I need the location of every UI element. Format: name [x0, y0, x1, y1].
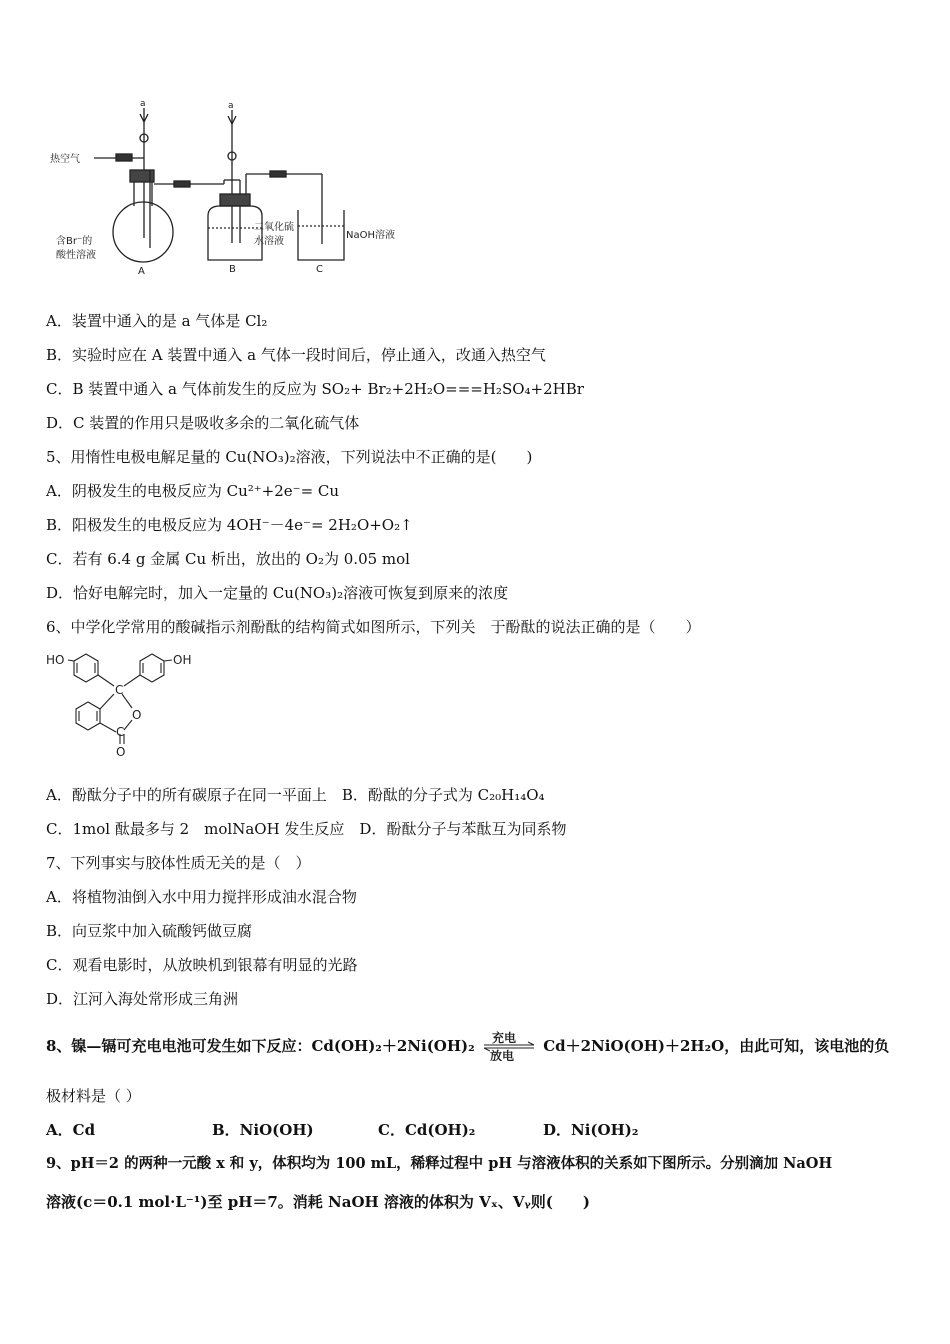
q5-option-b: B．阳极发生的电极反应为 4OH⁻－4e⁻= 2H₂O+O₂↑ [46, 516, 413, 534]
label-bottle-b: B [229, 264, 236, 275]
q7-stem: 7、下列事实与胶体性质无关的是（ ） [46, 854, 311, 872]
q5-stem: 5、用惰性电极电解足量的 Cu(NO₃)₂溶液，下列说法中不正确的是( ) [46, 448, 533, 466]
q5-option-c: C．若有 6.4 g 金属 Cu 析出，放出的 O₂为 0.05 mol [46, 550, 410, 568]
o-carbonyl: O [116, 745, 126, 759]
label-b-solution-1: 二氧化硫 [254, 222, 294, 233]
q8-stem-before: 8、镍—镉可充电电池可发生如下反应：Cd(OH)₂＋2Ni(OH)₂ [46, 1037, 475, 1055]
label-a-right: a [228, 101, 234, 111]
label-a-solution-2: 酸性溶液 [56, 250, 96, 261]
q5-option-a: A．阴极发生的电极反应为 Cu²⁺+2e⁻= Cu [46, 482, 340, 500]
q8-stem-after: Cd＋2NiO(OH)＋2H₂O，由此可知，该电池的负 [543, 1037, 890, 1055]
oh-right: OH [173, 653, 192, 667]
q6-options-ab: A．酚酞分子中的所有碳原子在同一平面上 B．酚酞的分子式为 C₂₀H₁₄O₄ [46, 786, 545, 804]
q4-option-b: B．实验时应在 A 装置中通入 a 气体一段时间后，停止通入，改通入热空气 [46, 346, 546, 364]
q7-option-a: A．将植物油倒入水中用力搅拌形成油水混合物 [46, 888, 357, 906]
apparatus-diagram [48, 98, 408, 280]
label-a-left: a [140, 99, 146, 109]
label-flask-a: A [138, 266, 145, 277]
q8-option-b: B．NiO(OH) [212, 1121, 314, 1139]
ho-left: HO [46, 653, 65, 667]
q8-stem-line2: 极材料是（ ） [46, 1087, 141, 1105]
arrow-label-charge: 充电 [491, 1031, 516, 1045]
label-b-solution-2: 水溶液 [254, 236, 284, 247]
c-carbonyl: C [116, 725, 125, 739]
c-center: C [115, 683, 124, 697]
q9-line1: 9、pH＝2 的两种一元酸 x 和 y，体积均为 100 mL，稀释过程中 pH 与溶液体积的关系如下图所示。分别滴加 NaOH [46, 1155, 833, 1172]
arrow-label-discharge: 放电 [489, 1049, 514, 1061]
q8-stem-line1 [46, 1031, 890, 1061]
phenolphthalein-structure [46, 646, 206, 762]
label-a-solution-1: 含Br⁻的 [56, 236, 93, 247]
q7-option-b: B．向豆浆中加入硫酸钙做豆腐 [46, 922, 253, 940]
q9-line2: 溶液(c＝0.1 mol·L⁻¹)至 pH＝7。消耗 NaOH 溶液的体积为 Vₓ、Vᵧ则( ) [46, 1193, 590, 1211]
o-ring: O [132, 708, 142, 722]
reversible-arrow [480, 1031, 538, 1061]
label-hot-air: 热空气 [50, 154, 80, 165]
q6-options-cd: C．1mol 酞最多与 2 molNaOH 发生反应 D．酚酞分子与苯酞互为同系物 [46, 820, 567, 838]
q7-option-c: C．观看电影时，从放映机到银幕有明显的光路 [46, 956, 358, 974]
q4-option-d: D．C 装置的作用只是吸收多余的二氧化硫气体 [46, 414, 360, 432]
label-c-solution: NaOH溶液 [346, 230, 395, 241]
q4-option-c: C．B 装置中通入 a 气体前发生的反应为 SO₂+ Br₂+2H₂O===H₂SO₄+2HBr [46, 380, 584, 398]
label-beaker-c: C [316, 264, 323, 275]
q6-stem: 6、中学化学常用的酸碱指示剂酚酞的结构简式如图所示，下列关 于酚酞的说法正确的是（ ） [46, 618, 701, 636]
q8-option-d: D．Ni(OH)₂ [543, 1121, 639, 1139]
q4-option-a: A．装置中通入的是 a 气体是 Cl₂ [46, 312, 268, 330]
q7-option-d: D．江河入海处常形成三角洲 [46, 990, 239, 1008]
q5-option-d: D．恰好电解完时，加入一定量的 Cu(NO₃)₂溶液可恢复到原来的浓度 [46, 584, 509, 602]
q8-option-a: A．Cd [46, 1121, 96, 1139]
q8-option-c: C．Cd(OH)₂ [378, 1121, 476, 1139]
